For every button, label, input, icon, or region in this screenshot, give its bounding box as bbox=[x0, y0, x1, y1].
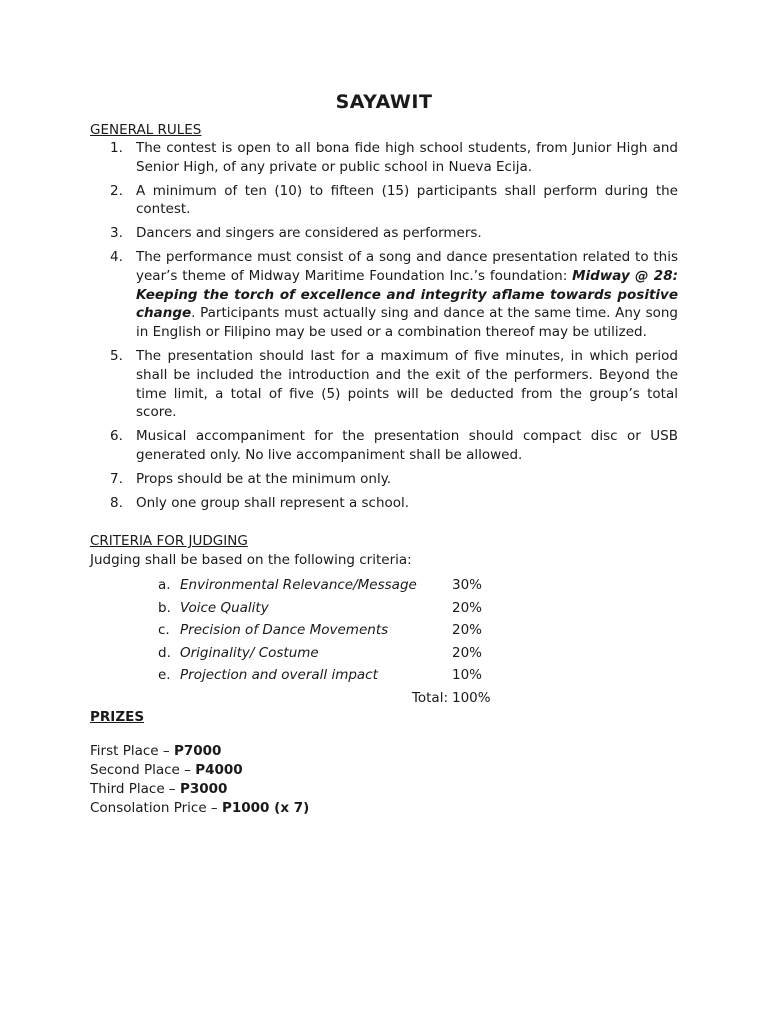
criteria-row bbox=[158, 574, 678, 597]
rule-text: The contest is open to all bona fide high school students, from Junior High and Senior High, of any private or public school in Nueva Ecija. bbox=[136, 140, 678, 175]
document-title: SAYAWIT bbox=[335, 91, 433, 113]
criteria-percent: 20% bbox=[452, 622, 483, 639]
criteria-letter: b. bbox=[158, 599, 171, 616]
prize-amount: P3000 bbox=[179, 781, 228, 798]
rule-text-after: . Participants must actually sing and dance at the same time. Any song in English or Filipino may be used or a combination thereof may be utilized. bbox=[136, 305, 678, 341]
criteria-percent: 30% bbox=[452, 577, 483, 594]
criteria-letter: a. bbox=[158, 577, 171, 594]
criteria-list bbox=[158, 574, 678, 687]
rule-number: 1. bbox=[110, 140, 123, 156]
criteria-name: Precision of Dance Movements bbox=[180, 622, 389, 639]
rule-number: 3. bbox=[110, 225, 123, 242]
criteria-percent: 10% bbox=[452, 667, 483, 684]
rule-item bbox=[90, 470, 678, 489]
total-label: Total: bbox=[411, 689, 448, 706]
total-value: 100% bbox=[452, 689, 491, 706]
criteria-letter: d. bbox=[158, 644, 171, 661]
criteria-row bbox=[158, 597, 678, 620]
rule-number: 7. bbox=[110, 470, 123, 487]
rule-number: 5. bbox=[110, 347, 123, 364]
prize-label: First Place – bbox=[90, 743, 174, 760]
prizes-heading: PRIZES bbox=[90, 709, 145, 726]
criteria-name: Projection and overall impact bbox=[180, 667, 378, 684]
rule-text: Only one group shall represent a school. bbox=[136, 494, 410, 511]
section-spacer bbox=[90, 726, 678, 742]
rule-item bbox=[90, 494, 678, 513]
document-page bbox=[90, 90, 678, 818]
rule-text: Props should be at the minimum only. bbox=[136, 470, 392, 487]
rule-text-before: The performance must consist of a song and dance presentation related to this year’s theme of Midway Maritime Foundation Inc.’s foundation: bbox=[136, 248, 678, 284]
prizes-list bbox=[90, 742, 678, 818]
prize-item bbox=[90, 761, 678, 780]
rule-item bbox=[90, 182, 678, 220]
general-rules-heading: GENERAL RULES bbox=[90, 122, 202, 138]
criteria-row bbox=[158, 642, 678, 665]
criteria-letter: e. bbox=[158, 667, 171, 684]
criteria-total-row bbox=[90, 687, 678, 710]
criteria-heading: CRITERIA FOR JUDGING bbox=[90, 533, 248, 550]
criteria-name: Originality/ Costume bbox=[180, 644, 319, 661]
rule-number: 6. bbox=[110, 428, 123, 445]
prize-label: Third Place – bbox=[90, 781, 180, 798]
rule-number: 8. bbox=[110, 494, 123, 511]
prize-item bbox=[90, 799, 678, 818]
criteria-letter: c. bbox=[158, 622, 170, 639]
prize-amount: P1000 (x 7) bbox=[221, 800, 310, 817]
general-rules-list bbox=[90, 139, 678, 512]
rule-item bbox=[90, 248, 678, 342]
prize-item bbox=[90, 742, 678, 761]
prize-amount: P7000 bbox=[173, 743, 222, 760]
rule-item bbox=[90, 139, 678, 177]
rule-item bbox=[90, 224, 678, 243]
criteria-row bbox=[158, 664, 678, 687]
criteria-percent: 20% bbox=[452, 644, 483, 661]
theme-emphasis: Midway @ 28: Keeping the torch of excellence and integrity aflame towards positive change bbox=[136, 267, 678, 322]
criteria-intro: Judging shall be based on the following criteria: bbox=[90, 552, 412, 569]
rule-item bbox=[90, 347, 678, 422]
prize-item bbox=[90, 780, 678, 799]
criteria-name: Voice Quality bbox=[180, 599, 269, 616]
rule-text: Dancers and singers are considered as performers. bbox=[136, 225, 482, 242]
rule-text: A minimum of ten (10) to fifteen (15) participants shall perform during the contest. bbox=[136, 182, 678, 218]
rule-number: 2. bbox=[110, 182, 123, 199]
rule-number: 4. bbox=[110, 248, 123, 265]
rule-text: Musical accompaniment for the presentation should compact disc or USB generated only. No live accompaniment shall be allowed. bbox=[136, 428, 678, 463]
prize-label: Second Place – bbox=[90, 762, 196, 779]
prize-label: Consolation Price – bbox=[90, 800, 222, 817]
rule-text: The presentation should last for a maximum of five minutes, in which period shall be included the introduction and the exit of the performers. Beyond the time limit, a total of five (5) points will be deducted from the group’s total score. bbox=[136, 347, 678, 421]
criteria-percent: 20% bbox=[452, 599, 483, 616]
section-spacer bbox=[90, 517, 678, 533]
criteria-row bbox=[158, 619, 678, 642]
criteria-name: Environmental Relevance/Message bbox=[180, 577, 417, 594]
prize-amount: P4000 bbox=[195, 762, 243, 779]
rule-item bbox=[90, 427, 678, 465]
